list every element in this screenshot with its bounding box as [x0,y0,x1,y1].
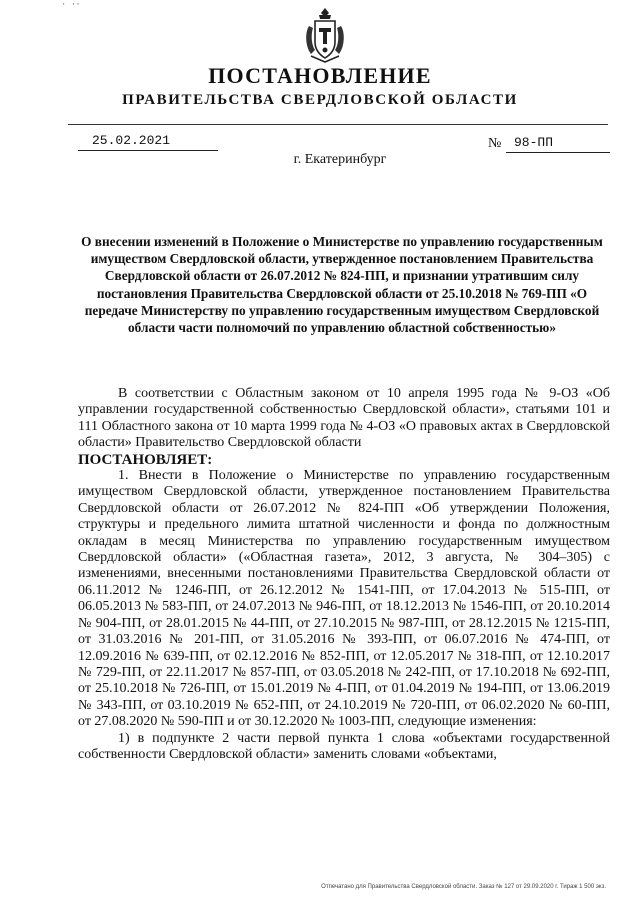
corner-scan-mark: ' '' [63,2,82,11]
item-1-paragraph: 1. Внести в Положение о Министерстве по управлению государственным имуществом Свердловской области, утвержденное постановлением Правительства Свердловской области от 26.07.2012 № 824-ПП «Об утверждении Положения, структуры и предельного лимита штатной численности и фонда по должностным окладам в месяц Министерства по управлению государственным имуществом Свердловской области» («Областная газета», 2012, 3 августа, № 304–305) с изменениями, внесенными постановлениями Правительства Свердловской области от 06.11.2012 № 1246-ПП, от 26.12.2012 № 1541-ПП, от 17.04.2013 № 515-ПП, от 06.05.2013 № 583-ПП, от 24.07.2013 № 946-ПП, от 18.12.2013 № 1546-ПП, от 20.10.2014 № 904-ПП, от 28.01.2015 № 44-ПП, от 27.10.2015 № 987-ПП, от 28.12.2015 № 1215-ПП, от 31.03.2016 № 201-ПП, от 31.05.2016 № 393-ПП, от 06.07.2016 № 474-ПП, от 12.09.2016 № 639-ПП, от 02.12.2016 № 852-ПП, от 12.05.2017 № 318-ПП, от 12.10.2017 № 729-ПП, от 22.11.2017 № 857-ПП, от 03.05.2018 № 242-ПП, от 17.10.2018 № 692-ПП, от 25.10.2018 № 726-ПП, от 15.01.2019 № 4-ПП, от 01.04.2019 № 194-ПП, от 13.06.2019 № 343-ПП, от 03.10.2019 № 652-ПП, от 24.10.2019 № 720-ПП, от 06.02.2020 № 60-ПП, от 27.08.2020 № 590-ПП и от 30.12.2020 № 1003-ПП, следующие изменения: [78,468,610,730]
document-number: 98-ПП [506,135,610,153]
document-subtitle: ПРАВИТЕЛЬСТВА СВЕРДЛОВСКОЙ ОБЛАСТИ [122,92,518,108]
number-label: № [488,136,502,151]
subitem-1-paragraph: 1) в подпункте 2 части первой пункта 1 слова «объектами государственной собственности Свердловской области» заменить словами «объектами, [78,730,610,762]
print-footer: Отпечатано для Правительства Свердловской области. Заказ № 127 от 29.09.2020 г. Тираж 1 500 экз. [321,884,606,890]
document-city: г. Екатеринбург [293,152,387,167]
header-divider [68,124,608,125]
document-title: ПОСТАНОВЛЕНИЕ [208,63,432,88]
document-body [78,386,610,763]
decree-word: ПОСТАНОВЛЯЕТ: [78,451,213,468]
document-date: 25.02.2021 [78,133,218,151]
document-heading: О внесении изменений в Положение о Министерстве по управлению государственным имуществом Свердловской области, утвержденное постановлением Правительства Свердловской области от 26.07.2012 № 824-ПП, и признании утратившим силу постановления Правительства Свердловской области от 25.10.2018 № 769-ПП «О передаче Министерству по управлению государственным имуществом Свердловской области части полномочий по управлению областной собственностью» [81,234,603,336]
coat-of-arms-emblem [303,6,347,64]
intro-paragraph: В соответствии с Областным законом от 10 апреля 1995 года № 9-ОЗ «Об управлении государственной собственностью Свердловской области», статьями 101 и 111 Областного закона от 10 марта 1999 года № 4-ОЗ «О правовых актах в Свердловской области» Правительство Свердловской области [78,386,610,451]
